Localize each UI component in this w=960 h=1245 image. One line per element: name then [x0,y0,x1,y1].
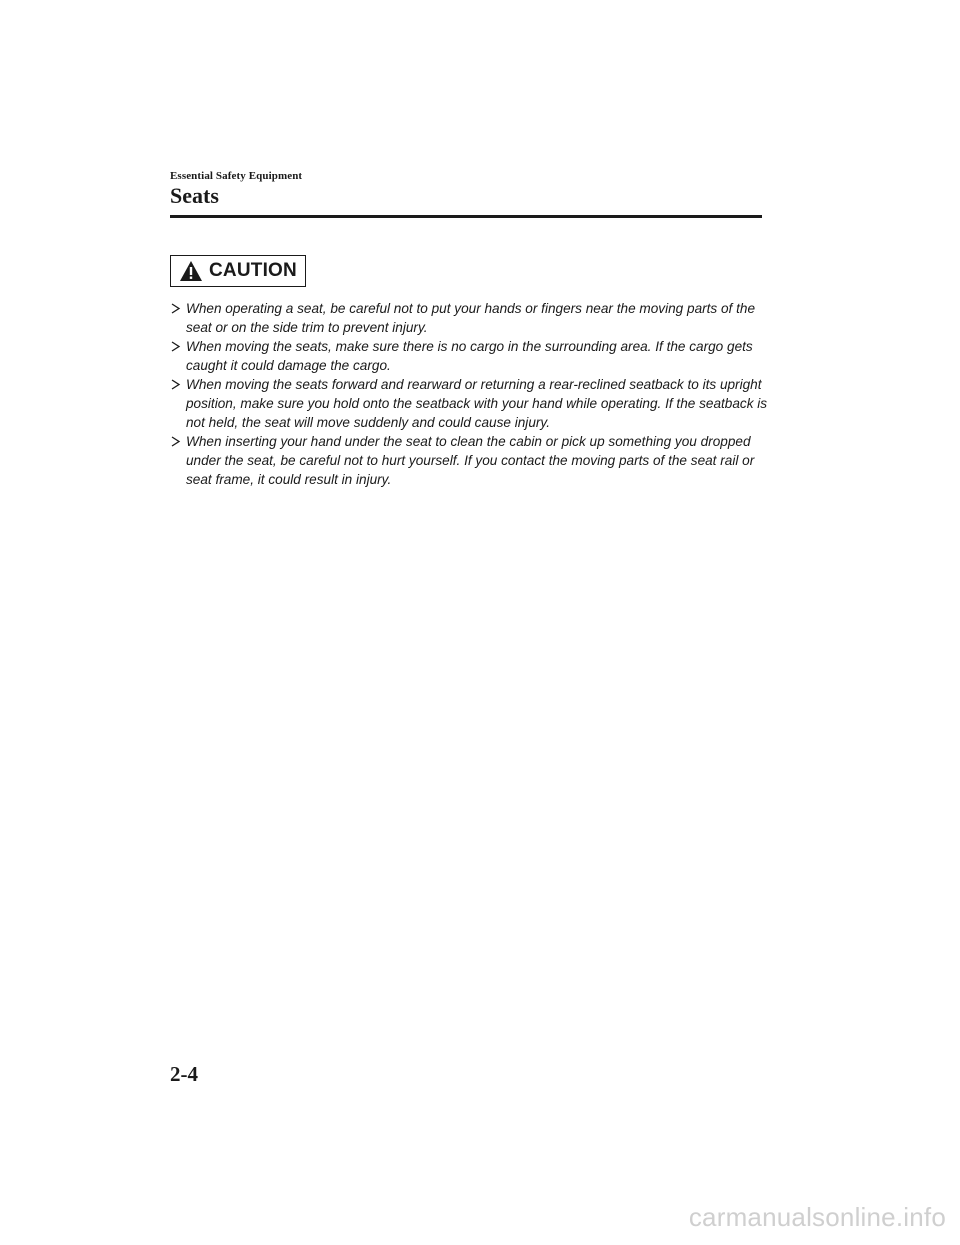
arrow-bullet-icon [171,436,181,447]
caution-list [170,299,770,489]
caution-label: CAUTION [209,260,297,281]
title-rule [170,215,762,218]
page-number: 2-4 [170,1062,198,1086]
warning-triangle-icon [179,260,203,282]
caution-item-text: When moving the seats, make sure there is no cargo in the surrounding area. If the cargo gets caught it could damage the cargo. [186,339,753,373]
arrow-bullet-icon [171,341,181,352]
caution-item-text: When moving the seats forward and rearward or returning a rear-reclined seatback to its upright position, make sure you hold onto the seatback with your hand while operating. If the seatback is not held, the seat will move suddenly and could cause injury. [186,377,768,430]
caution-item-text: When operating a seat, be careful not to put your hands or fingers near the moving parts of the seat or on the side trim to prevent injury. [186,301,756,335]
list-item [170,375,770,432]
caution-item-text: When inserting your hand under the seat to clean the cabin or pick up something you dropped under the seat, be careful not to hurt yourself. If you contact the moving parts of the seat rail or seat frame, it could result in injury. [186,434,755,487]
list-item [170,337,770,375]
watermark: carmanualsonline.info [688,1202,946,1232]
arrow-bullet-icon [171,379,181,390]
caution-box [170,255,306,287]
arrow-bullet-icon [171,303,181,314]
list-item [170,432,770,489]
section-label: Essential Safety Equipment [170,170,303,182]
list-item [170,299,770,337]
page-title: Seats [170,183,219,208]
